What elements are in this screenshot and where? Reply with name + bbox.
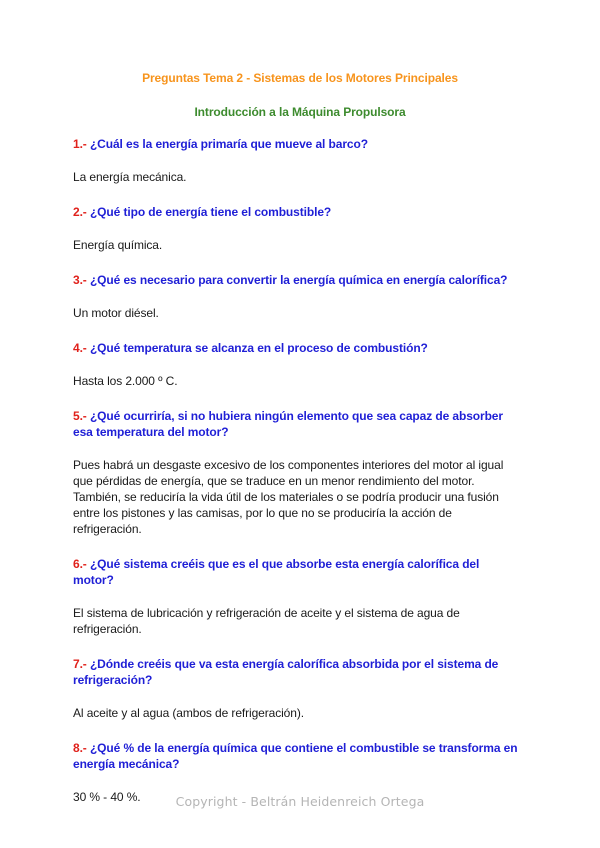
question-block-5 [73,408,523,537]
question-number: 6.- [73,557,87,571]
question-number: 5.- [73,409,87,423]
question-block-1 [73,136,523,185]
question-number: 3.- [73,273,87,287]
answer-3: Un motor diésel. [73,306,159,320]
answer-1: La energía mecánica. [73,170,187,184]
question-text: ¿Qué es necesario para convertir la energía química en energía calorífica? [86,273,508,287]
answer-6: El sistema de lubricación y refrigeración de aceite y el sistema de agua de refrigeración. [73,606,460,636]
question-number: 4.- [73,341,87,355]
question-8 [73,740,523,772]
questions-list [73,136,523,824]
question-number: 7.- [73,657,87,671]
question-5 [73,408,523,440]
question-7 [73,656,523,688]
question-2 [73,204,523,220]
question-block-4 [73,340,523,389]
answer-5: Pues habrá un desgaste excesivo de los componentes interiores del motor al igual que pérdidas de energía, que se traduce en un menor rendimiento del motor. También, se reduciría la vida útil de los materiales o se podría producir una fusión entre los pistones y las camisas, por lo que no se produciría la acción de refrigeración. [73,458,504,536]
document-title: Preguntas Tema 2 - Sistemas de los Motores Principales [142,71,458,85]
question-block-6 [73,556,523,637]
question-block-7 [73,656,523,721]
answer-8: 30 % - 40 %. [73,790,141,804]
answer-4: Hasta los 2.000 º C. [73,374,178,388]
question-4 [73,340,523,356]
question-text: ¿Qué sistema creéis que es el que absorbe esta energía calorífica del motor? [73,557,480,587]
question-number: 8.- [73,741,87,755]
question-block-3 [73,272,523,321]
question-text: ¿Qué temperatura se alcanza en el proceso de combustión? [86,341,428,355]
answer-2: Energía química. [73,238,163,252]
question-text: ¿Qué tipo de energía tiene el combustible? [86,205,332,219]
question-text: ¿Qué % de la energía química que contiene el combustible se transforma en energía mecánica? [73,741,518,771]
question-number: 2.- [73,205,87,219]
question-text: ¿Cuál es la energía primaría que mueve al barco? [86,137,368,151]
question-1 [73,136,523,152]
question-3 [73,272,523,288]
question-block-2 [73,204,523,253]
question-text: ¿Dónde creéis que va esta energía calorífica absorbida por el sistema de refrigeración? [73,657,499,687]
question-number: 1.- [73,137,87,151]
question-text: ¿Qué ocurriría, si no hubiera ningún elemento que sea capaz de absorber esa temperatura del motor? [73,409,503,439]
answer-7: Al aceite y al agua (ambos de refrigeración). [73,706,304,720]
question-6 [73,556,523,588]
document-subtitle: Introducción a la Máquina Propulsora [194,105,406,119]
copyright-footer: Copyright - Beltrán Heidenreich Ortega [175,794,425,809]
